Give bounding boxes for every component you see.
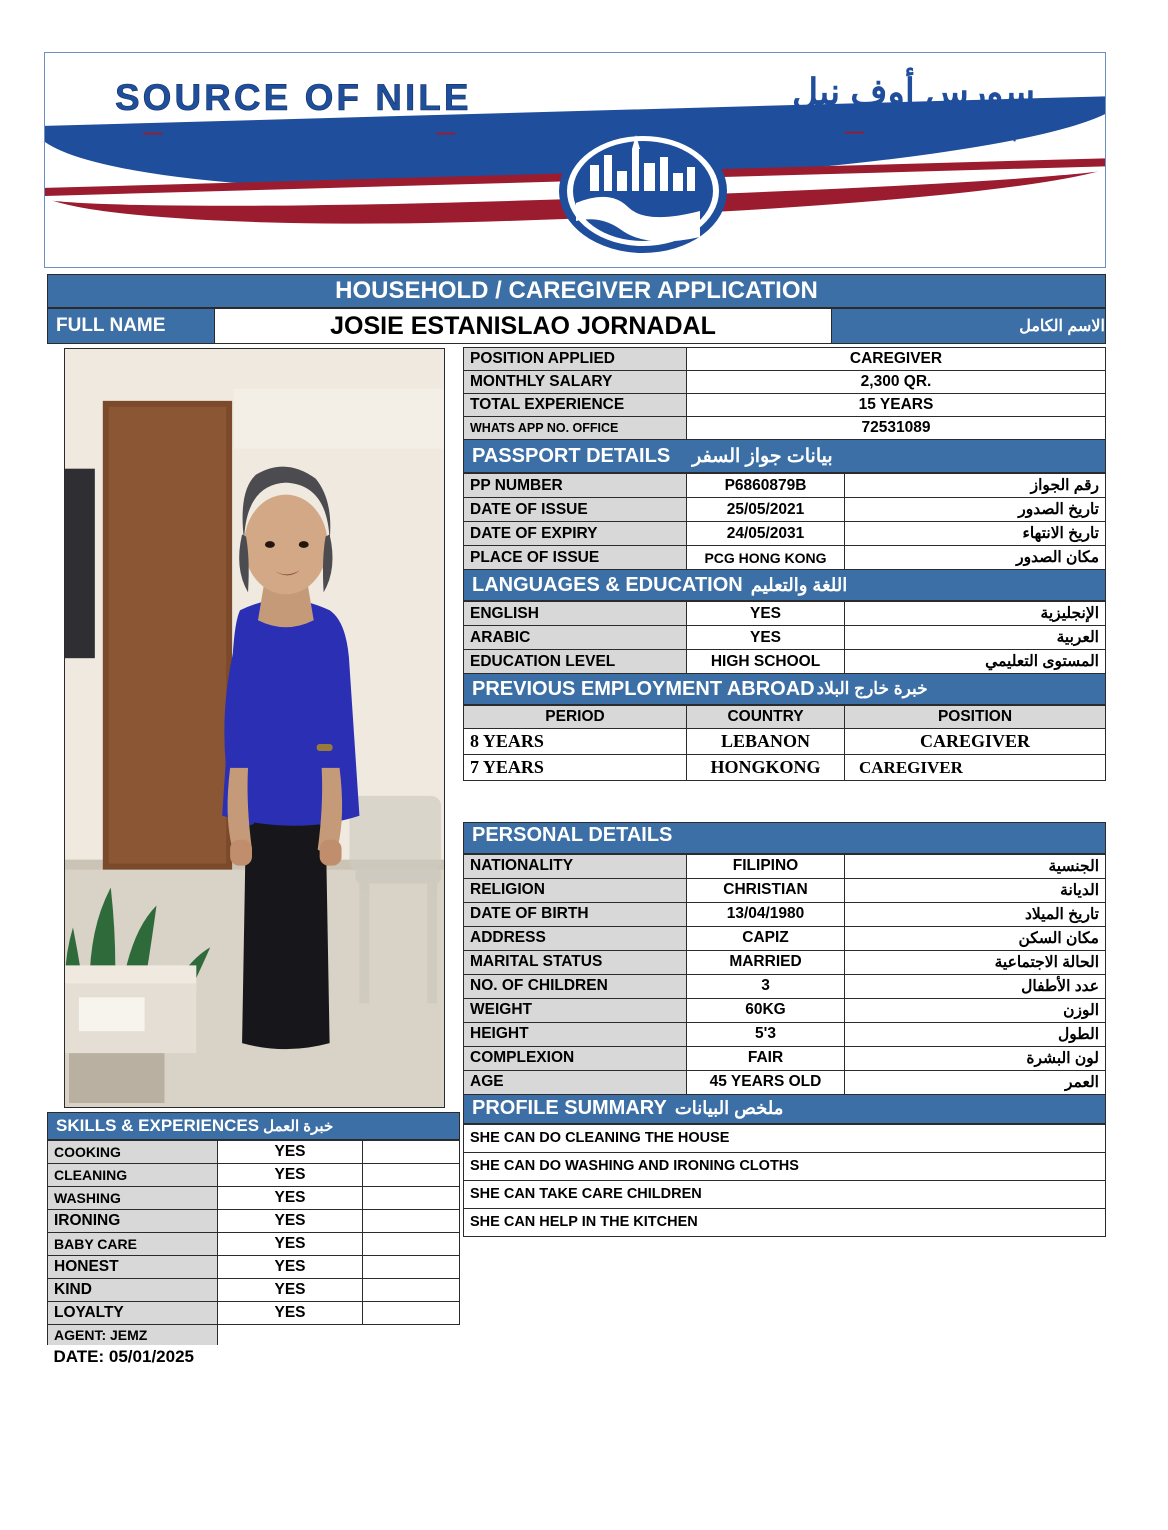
list-item	[464, 1152, 1106, 1180]
date-of-expiry-value: 24/05/2031	[687, 522, 845, 546]
skill-washing-label: WASHING	[48, 1187, 218, 1210]
skills-section-header	[47, 1112, 460, 1140]
complexion-label-arabic: لون البشرة	[845, 1046, 1106, 1070]
profile-line-1: SHE CAN DO CLEANING THE HOUSE	[464, 1124, 1106, 1152]
arabic-label: ARABIC	[464, 626, 687, 650]
agency-name-arabic: سورس أوف نيل	[792, 71, 1035, 112]
profile-section-title-arabic: ملخص البيانات	[674, 1098, 784, 1118]
languages-section-title-arabic: اللغة والتعليم	[750, 574, 848, 595]
pp-number-label: PP NUMBER	[464, 474, 687, 498]
address-label: ADDRESS	[464, 926, 687, 950]
passport-section-title: PASSPORT DETAILS	[472, 444, 671, 467]
skill-washing-value: YES	[218, 1187, 363, 1210]
skill-kind-label: KIND	[48, 1279, 218, 1302]
marital-status-label-arabic: الحالة الاجتماعية	[845, 950, 1106, 974]
skill-ironing-label: IRONING	[48, 1210, 218, 1233]
tagline-arabic-text: لجلب الأيدي العاملة	[874, 122, 1027, 143]
agent-name: AGENT: JEMZ	[48, 1325, 218, 1346]
employment-section-title-arabic: خبرة خارج البلاد	[816, 679, 928, 698]
skill-loyalty-label: LOYALTY	[48, 1302, 218, 1325]
address-label-arabic: مكان السكن	[845, 926, 1106, 950]
skills-section	[47, 1112, 460, 1369]
arabic-label-arabic: العربية	[845, 626, 1106, 650]
total-experience-value: 15 YEARS	[687, 394, 1106, 417]
nationality-value: FILIPINO	[687, 854, 845, 878]
marital-status-value: MARRIED	[687, 950, 845, 974]
profile-section-title: PROFILE SUMMARY	[472, 1097, 667, 1119]
tagline-arabic-dash: —	[844, 122, 870, 143]
passport-section-header	[463, 439, 1106, 473]
weight-value: 60KG	[687, 998, 845, 1022]
full-name-label: FULL NAME	[48, 309, 215, 343]
date-of-expiry-label: DATE OF EXPIRY	[464, 522, 687, 546]
applicant-basics-table	[463, 347, 1106, 440]
employment-country-header: COUNTRY	[687, 706, 845, 729]
table-spacer-row	[464, 781, 1106, 823]
english-value: YES	[687, 602, 845, 626]
skill-babycare-note	[363, 1233, 460, 1256]
tagline-dash-left: —	[143, 123, 166, 144]
details-column	[463, 347, 1106, 1237]
table-row	[464, 602, 1106, 626]
agency-tagline-arabic	[845, 121, 1027, 144]
skills-section-title-arabic: خبرة العمل	[263, 1118, 334, 1135]
applicant-photo	[64, 348, 445, 1108]
languages-section-header	[463, 569, 1106, 601]
skill-kind-note	[363, 1279, 460, 1302]
profile-line-4: SHE CAN HELP IN THE KITCHEN	[464, 1208, 1106, 1236]
employment-table	[463, 705, 1106, 823]
full-name-label-arabic: الاسم الكامل	[1019, 318, 1105, 335]
height-label-arabic: الطول	[845, 1022, 1106, 1046]
tagline-dash-right: —	[436, 123, 459, 144]
employment-row1-country: LEBANON	[687, 729, 845, 755]
table-row	[464, 755, 1106, 781]
pp-number-label-arabic: رقم الجواز	[845, 474, 1106, 498]
employment-period-header: PERIOD	[464, 706, 687, 729]
skill-washing-note	[363, 1187, 460, 1210]
monthly-salary-value: 2,300 QR.	[687, 371, 1106, 394]
profile-summary-table	[463, 1124, 1106, 1237]
languages-table	[463, 601, 1106, 674]
employment-row1-period: 8 YEARS	[464, 729, 687, 755]
letterhead	[44, 52, 1106, 268]
list-item	[464, 1180, 1106, 1208]
address-value: CAPIZ	[687, 926, 845, 950]
skill-kind-value: YES	[218, 1279, 363, 1302]
age-label: AGE	[464, 1070, 687, 1094]
table-row	[464, 950, 1106, 974]
marital-status-label: MARITAL STATUS	[464, 950, 687, 974]
table-row	[48, 1256, 460, 1279]
employment-row2-country: HONGKONG	[687, 755, 845, 781]
pp-number-value: P6860879B	[687, 474, 845, 498]
position-applied-label: POSITION APPLIED	[464, 348, 687, 371]
skill-honest-label: HONEST	[48, 1256, 218, 1279]
applicant-photo-image	[65, 349, 444, 1107]
table-row	[48, 1345, 460, 1369]
globe-logo-icon	[550, 125, 736, 257]
table-row	[464, 417, 1106, 440]
employment-row2-period: 7 YEARS	[464, 755, 687, 781]
whatsapp-label: WHATS APP NO. OFFICE	[464, 417, 687, 440]
age-value: 45 YEARS OLD	[687, 1070, 845, 1094]
education-level-value: HIGH SCHOOL	[687, 650, 845, 674]
date-of-expiry-label-arabic: تاريخ الانتهاء	[845, 522, 1106, 546]
profile-line-2: SHE CAN DO WASHING AND IRONING CLOTHS	[464, 1152, 1106, 1180]
personal-section-header	[463, 822, 1106, 854]
skill-cooking-note	[363, 1141, 460, 1164]
personal-section-title: PERSONAL DETAILS	[472, 823, 673, 846]
table-row	[464, 650, 1106, 674]
skill-babycare-label: BABY CARE	[48, 1233, 218, 1256]
skill-honest-note	[363, 1256, 460, 1279]
table-row	[464, 729, 1106, 755]
table-row	[48, 1325, 460, 1346]
skill-cleaning-value: YES	[218, 1164, 363, 1187]
full-name-row	[47, 308, 1106, 344]
table-row	[48, 1141, 460, 1164]
education-level-label-arabic: المستوى التعليمي	[845, 650, 1106, 674]
employment-row1-position: CAREGIVER	[845, 729, 1106, 755]
skill-cleaning-label: CLEANING	[48, 1164, 218, 1187]
place-of-issue-label-arabic: مكان الصدور	[845, 546, 1106, 570]
profile-line-3: SHE CAN TAKE CARE CHILDREN	[464, 1180, 1106, 1208]
languages-section-title: LANGUAGES & EDUCATION	[472, 573, 743, 596]
monthly-salary-label: MONTHLY SALARY	[464, 371, 687, 394]
nationality-label-arabic: الجنسية	[845, 854, 1106, 878]
date-of-issue-label-arabic: تاريخ الصدور	[845, 498, 1106, 522]
table-row	[48, 1164, 460, 1187]
religion-value: CHRISTIAN	[687, 878, 845, 902]
date-of-birth-label: DATE OF BIRTH	[464, 902, 687, 926]
table-row	[48, 1302, 460, 1325]
personal-details-table	[463, 854, 1106, 1095]
complexion-label: COMPLEXION	[464, 1046, 687, 1070]
date-of-issue-label: DATE OF ISSUE	[464, 498, 687, 522]
employment-section-title: PREVIOUS EMPLOYMENT ABROAD	[472, 677, 815, 700]
skill-ironing-note	[363, 1210, 460, 1233]
table-row	[464, 1046, 1106, 1070]
skills-section-title: SKILLS & EXPERIENCES	[56, 1116, 260, 1135]
table-row	[464, 926, 1106, 950]
skill-ironing-value: YES	[218, 1210, 363, 1233]
employment-section-header	[463, 673, 1106, 705]
place-of-issue-value: PCG HONG KONG	[687, 546, 845, 570]
date-of-birth-value: 13/04/1980	[687, 902, 845, 926]
date-of-issue-value: 25/05/2021	[687, 498, 845, 522]
profile-section-header	[463, 1094, 1106, 1124]
table-row	[464, 371, 1106, 394]
table-header-row	[464, 706, 1106, 729]
table-row	[464, 474, 1106, 498]
table-row	[464, 522, 1106, 546]
weight-label-arabic: الوزن	[845, 998, 1106, 1022]
agency-name: SOURCE OF NILE	[115, 77, 472, 118]
table-row	[464, 498, 1106, 522]
form-title: HOUSEHOLD / CAREGIVER APPLICATION	[47, 274, 1106, 308]
list-item	[464, 1208, 1106, 1236]
table-row	[48, 1233, 460, 1256]
education-level-label: EDUCATION LEVEL	[464, 650, 687, 674]
agency-tagline	[143, 123, 459, 145]
employment-position-header: POSITION	[845, 706, 1106, 729]
table-row	[48, 1187, 460, 1210]
table-row	[464, 1070, 1106, 1094]
position-applied-value: CAREGIVER	[687, 348, 1106, 371]
date-of-birth-label-arabic: تاريخ الميلاد	[845, 902, 1106, 926]
age-label-arabic: العمر	[845, 1070, 1106, 1094]
table-row	[464, 546, 1106, 570]
table-row	[464, 878, 1106, 902]
employment-row2-position: CAREGIVER	[845, 755, 1106, 781]
arabic-value: YES	[687, 626, 845, 650]
total-experience-label: TOTAL EXPERIENCE	[464, 394, 687, 417]
application-date: DATE: 05/01/2025	[53, 1347, 194, 1366]
skill-cooking-label: COOKING	[48, 1141, 218, 1164]
tagline-text: MANPOWER AGENCY	[174, 123, 428, 144]
full-name-value: JOSIE ESTANISLAO JORNADAL	[215, 309, 832, 343]
skills-table	[47, 1140, 460, 1369]
skill-loyalty-value: YES	[218, 1302, 363, 1325]
passport-section-title-arabic: بيانات جواز السفر	[692, 445, 833, 467]
religion-label: RELIGION	[464, 878, 687, 902]
list-item	[464, 1124, 1106, 1152]
table-row	[464, 974, 1106, 998]
table-row	[464, 854, 1106, 878]
english-label-arabic: الإنجليزية	[845, 602, 1106, 626]
whatsapp-value: 72531089	[687, 417, 1106, 440]
height-label: HEIGHT	[464, 1022, 687, 1046]
children-label-arabic: عدد الأطفال	[845, 974, 1106, 998]
skill-cleaning-note	[363, 1164, 460, 1187]
english-label: ENGLISH	[464, 602, 687, 626]
skill-cooking-value: YES	[218, 1141, 363, 1164]
table-row	[48, 1210, 460, 1233]
table-row	[464, 626, 1106, 650]
table-row	[464, 902, 1106, 926]
children-label: NO. OF CHILDREN	[464, 974, 687, 998]
height-value: 5'3	[687, 1022, 845, 1046]
weight-label: WEIGHT	[464, 998, 687, 1022]
application-form	[44, 52, 1112, 1464]
children-value: 3	[687, 974, 845, 998]
skill-babycare-value: YES	[218, 1233, 363, 1256]
table-row	[464, 348, 1106, 371]
place-of-issue-label: PLACE OF ISSUE	[464, 546, 687, 570]
religion-label-arabic: الديانة	[845, 878, 1106, 902]
table-row	[464, 394, 1106, 417]
table-row	[48, 1279, 460, 1302]
passport-table	[463, 473, 1106, 570]
nationality-label: NATIONALITY	[464, 854, 687, 878]
skill-loyalty-note	[363, 1302, 460, 1325]
skill-honest-value: YES	[218, 1256, 363, 1279]
table-row	[464, 1022, 1106, 1046]
complexion-value: FAIR	[687, 1046, 845, 1070]
table-row	[464, 998, 1106, 1022]
